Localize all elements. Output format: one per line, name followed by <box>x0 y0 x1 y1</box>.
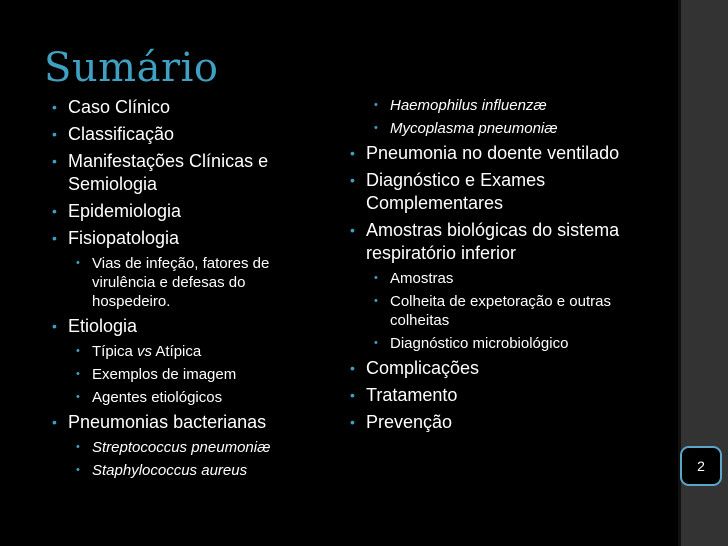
outline-subitem: • Streptococcus pneumoniæ <box>76 439 271 456</box>
outline-subitem: • Agentes etiológicos <box>76 389 223 406</box>
outline-subitem: • Haemophilus influenzæ <box>374 97 547 114</box>
outline-item: • Caso Clínico <box>52 97 171 117</box>
bullet-icon: • <box>374 295 378 307</box>
bullet-icon: • <box>374 337 378 349</box>
bullet-icon: • <box>76 345 80 357</box>
outline-item: • Amostras biológicas do sistema respiratório inferior <box>350 220 620 263</box>
bullet-icon: • <box>76 391 80 403</box>
bullet-icon: • <box>350 414 355 430</box>
outline-subitem: • Vias de infeção, fatores de virulência e defesas do hospedeiro. <box>76 255 270 310</box>
outline-item: • Fisiopatologia <box>52 228 180 248</box>
bullet-icon: • <box>52 318 57 334</box>
outline-item: • Prevenção <box>350 412 453 432</box>
bullet-icon: • <box>52 99 57 115</box>
outline-item: • Complicações <box>350 358 480 378</box>
bullet-icon: • <box>350 172 355 188</box>
bullet-icon: • <box>374 272 378 284</box>
left-outline-column <box>52 96 314 484</box>
bullet-icon: • <box>350 387 355 403</box>
outline-subitem: • Exemplos de imagem <box>76 366 237 383</box>
right-outline-column <box>350 96 650 438</box>
bullet-icon: • <box>76 464 80 476</box>
bullet-icon: • <box>374 122 378 134</box>
outline-item: • Epidemiologia <box>52 201 182 221</box>
outline-subitem: • Típica vs Atípica <box>76 343 202 360</box>
slide-title: Sumário <box>44 45 219 91</box>
outline-item: • Etiologia <box>52 316 138 336</box>
outline-subitem: • Diagnóstico microbiológico <box>374 335 569 352</box>
outline-subitem: • Mycoplasma pneumoniæ <box>374 120 558 137</box>
bullet-icon: • <box>52 414 57 430</box>
bullet-icon: • <box>350 222 355 238</box>
bullet-icon: • <box>52 126 57 142</box>
outline-item: • Pneumonias bacterianas <box>52 412 267 432</box>
outline-subitem: • Amostras <box>374 270 454 287</box>
page-number: 2 <box>697 458 705 474</box>
outline-item: • Manifestações Clínicas e Semiologia <box>52 151 269 194</box>
bullet-icon: • <box>76 441 80 453</box>
bullet-icon: • <box>374 99 378 111</box>
bullet-icon: • <box>52 203 57 219</box>
outline-subitem: • Colheita de expetoração e outras colheitas <box>374 293 611 329</box>
bullet-icon: • <box>350 145 355 161</box>
outline-item: • Pneumonia no doente ventilado <box>350 143 620 163</box>
outline-item: • Classificação <box>52 124 175 144</box>
bullet-icon: • <box>52 153 57 169</box>
page-number-badge <box>680 446 722 486</box>
outline-item: • Tratamento <box>350 385 458 405</box>
bullet-icon: • <box>350 360 355 376</box>
bullet-icon: • <box>52 230 57 246</box>
outline-subitem: • Staphylococcus aureus <box>76 462 248 479</box>
outline-item: • Diagnóstico e Exames Complementares <box>350 170 546 213</box>
bullet-icon: • <box>76 257 80 269</box>
bullet-icon: • <box>76 368 80 380</box>
